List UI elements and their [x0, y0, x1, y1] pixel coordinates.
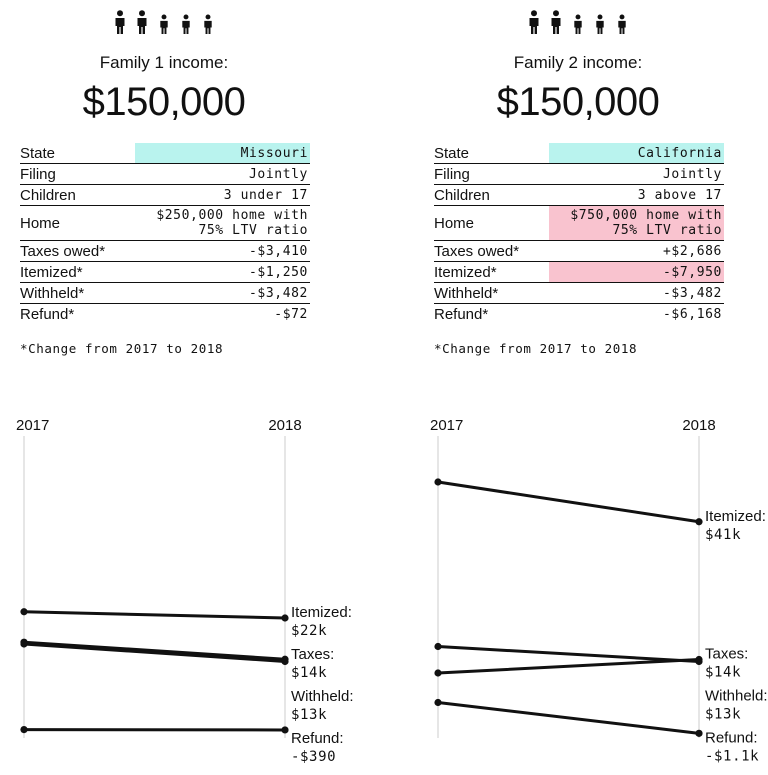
row-value: -$3,482	[249, 285, 308, 301]
row-value: 3 above 17	[637, 187, 722, 203]
series-label: Itemized:	[705, 507, 766, 525]
slope-chart	[14, 400, 354, 775]
series-value-label: -$1.1k	[705, 748, 760, 765]
row-key: Children	[20, 186, 76, 204]
row-value: $750,000 home with 75% LTV ratio	[549, 206, 724, 240]
series-point	[281, 726, 288, 733]
income-label: Family 2 income:	[513, 53, 643, 72]
footnote: *Change from 2017 to 2018	[434, 341, 638, 356]
child-icon	[202, 10, 214, 34]
row-key: Home	[434, 214, 475, 232]
family-icons	[428, 10, 728, 34]
table-row	[434, 241, 724, 262]
adult-icon	[136, 10, 148, 34]
row-key: Home	[20, 214, 61, 232]
row-value: $250,000 home with 75% LTV ratio	[156, 208, 308, 238]
series-label: Taxes:	[291, 646, 335, 663]
series-line	[24, 612, 285, 618]
child-icon	[180, 10, 192, 34]
series-point	[281, 658, 288, 665]
table-row	[20, 185, 310, 206]
series-value-label: $14k	[705, 664, 742, 681]
series-point	[434, 643, 441, 650]
series-point	[695, 730, 702, 737]
series-line	[438, 647, 699, 662]
row-key: Withheld*	[20, 284, 85, 302]
series-line	[24, 644, 285, 662]
row-value: Missouri	[135, 143, 310, 163]
row-value: -$1,250	[249, 264, 308, 280]
child-icon	[572, 10, 584, 34]
series-point	[434, 669, 441, 676]
table-row	[434, 164, 724, 185]
family-icons	[14, 10, 314, 34]
row-value: -$3,482	[663, 285, 722, 301]
child-icon	[594, 10, 606, 34]
series-line	[438, 703, 699, 734]
table-row	[20, 143, 310, 164]
series-point	[695, 658, 702, 665]
footnote: *Change from 2017 to 2018	[20, 341, 224, 356]
series-point	[434, 699, 441, 706]
row-key: Children	[434, 186, 490, 204]
family-table	[434, 143, 724, 324]
series-label: Refund:	[291, 730, 344, 747]
adult-icon	[114, 10, 126, 34]
series-point	[434, 478, 441, 485]
row-key: State	[434, 144, 470, 162]
row-key: State	[20, 144, 56, 162]
series-value-label: $13k	[705, 706, 742, 723]
row-value: Jointly	[663, 166, 722, 182]
series-value-label: $14k	[291, 665, 328, 681]
series-value-label: $13k	[291, 707, 328, 723]
series-point	[20, 726, 27, 733]
child-icon	[158, 10, 170, 34]
table-row	[20, 164, 310, 185]
row-key: Refund*	[434, 305, 489, 323]
series-value-label: $22k	[291, 623, 328, 639]
row-key: Itemized*	[20, 263, 83, 281]
series-label: Withheld:	[705, 687, 768, 705]
row-key: Itemized*	[434, 263, 497, 281]
row-value: -$7,950	[549, 262, 724, 282]
row-value: -$3,410	[249, 243, 308, 259]
family-table	[20, 143, 310, 324]
child-icon	[616, 10, 628, 34]
series-line	[24, 642, 285, 659]
year-label: 2017	[430, 417, 464, 434]
table-row	[20, 283, 310, 304]
table-row	[434, 262, 724, 283]
row-value: California	[549, 143, 724, 163]
table-row	[434, 304, 724, 324]
row-value: 3 under 17	[223, 187, 308, 203]
income-value: $150,000	[496, 80, 660, 124]
series-point	[20, 640, 27, 647]
series-point	[695, 518, 702, 525]
row-key: Taxes owed*	[20, 242, 106, 260]
slope-chart	[428, 400, 768, 775]
series-label: Taxes:	[705, 645, 749, 663]
row-value: -$72	[274, 306, 308, 322]
row-key: Taxes owed*	[434, 242, 520, 260]
year-label: 2017	[16, 417, 50, 434]
table-row	[20, 241, 310, 262]
table-row	[20, 304, 310, 324]
series-line	[438, 660, 699, 674]
row-value: -$6,168	[663, 306, 722, 322]
series-value-label: $41k	[705, 526, 742, 543]
income-value: $150,000	[82, 80, 246, 124]
year-label: 2018	[682, 417, 716, 434]
table-row	[434, 283, 724, 304]
series-label: Itemized:	[291, 604, 352, 621]
table-row	[20, 206, 310, 241]
row-key: Filing	[434, 165, 470, 183]
series-label: Refund:	[705, 729, 758, 747]
table-row	[434, 206, 724, 241]
series-label: Withheld:	[291, 688, 354, 705]
row-key: Filing	[20, 165, 56, 183]
row-key: Withheld*	[434, 284, 499, 302]
adult-icon	[528, 10, 540, 34]
series-point	[281, 614, 288, 621]
row-value: Jointly	[249, 166, 308, 182]
row-value: +$2,686	[663, 243, 722, 259]
year-label: 2018	[268, 417, 302, 434]
adult-icon	[550, 10, 562, 34]
series-line	[438, 482, 699, 522]
series-value-label: -$390	[291, 749, 337, 765]
row-key: Refund*	[20, 305, 75, 323]
table-row	[20, 262, 310, 283]
table-row	[434, 185, 724, 206]
series-point	[20, 608, 27, 615]
income-label: Family 1 income:	[99, 53, 229, 72]
table-row	[434, 143, 724, 164]
